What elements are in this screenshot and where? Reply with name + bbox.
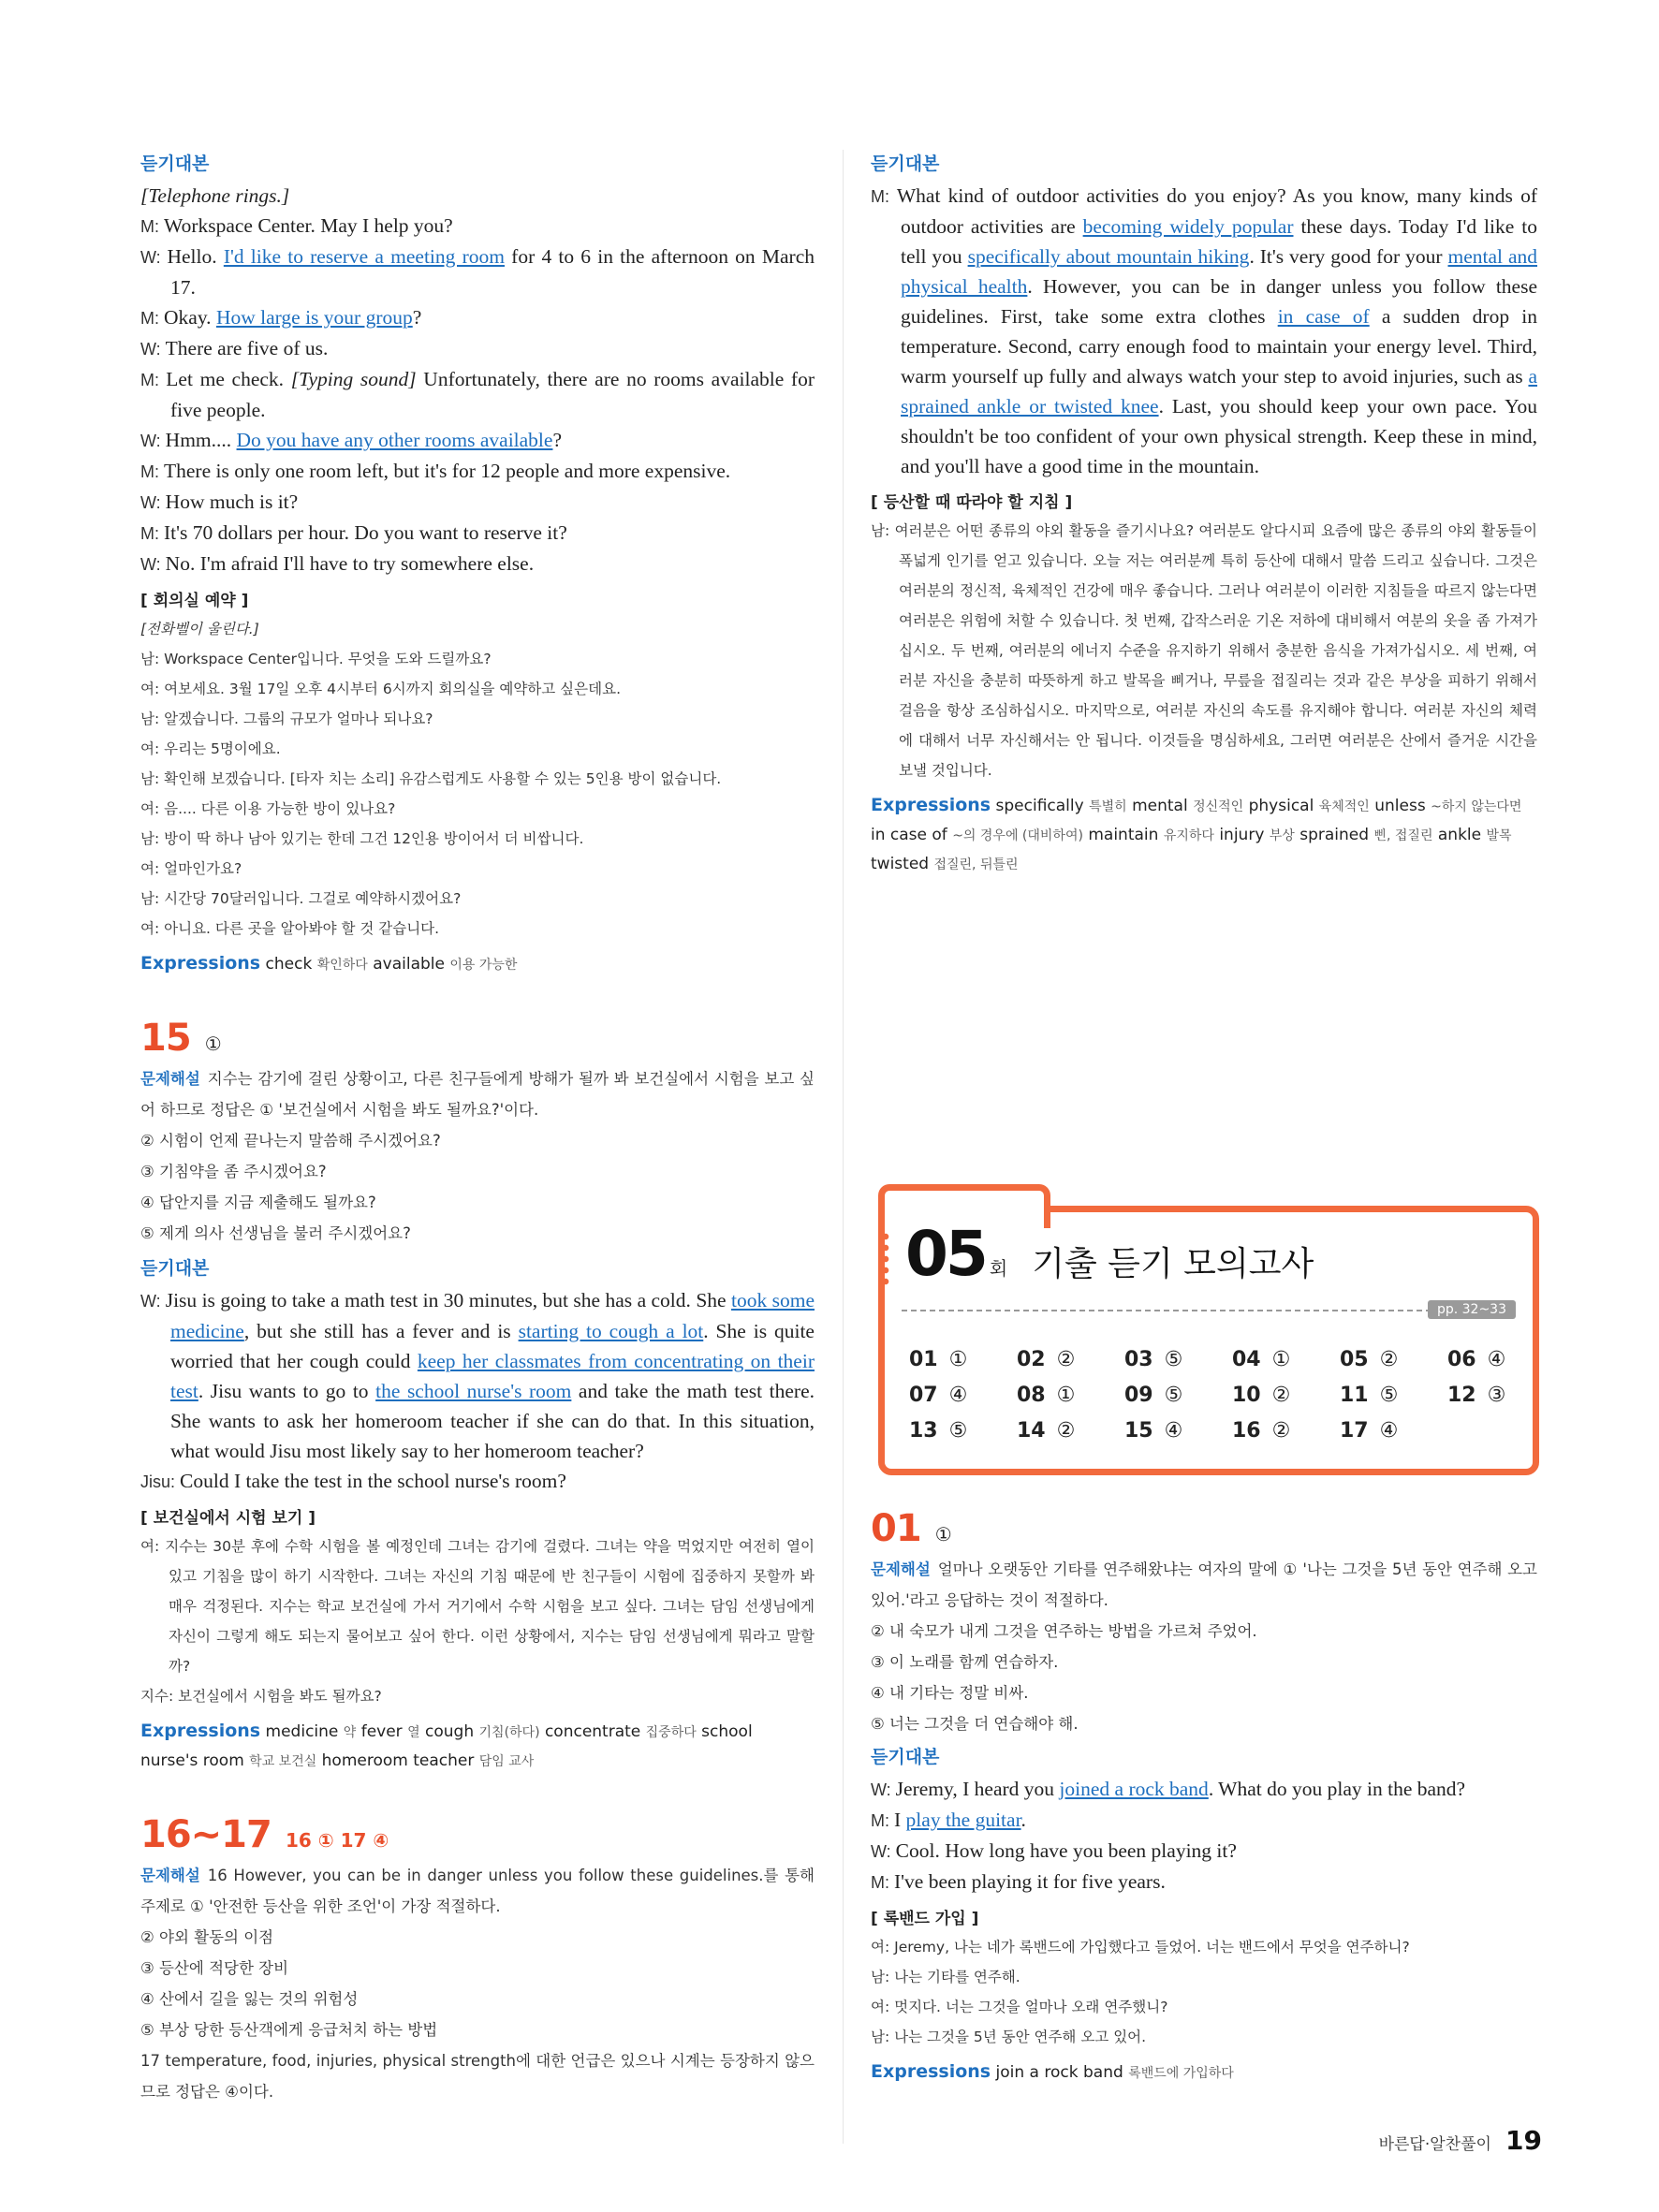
kr-text: 나는 그것을 5년 동안 연주해 오고 있어.: [894, 2029, 1147, 2045]
expression-meaning: 학교 보건실: [249, 1754, 317, 1769]
kr-text: 우리는 5명이에요.: [164, 740, 281, 757]
options-01: [871, 1616, 1537, 1739]
expression-meaning: 육체적인: [1318, 799, 1370, 814]
answer-number: 14: [1017, 1419, 1046, 1443]
dialog-line: [871, 1867, 1537, 1897]
answer-item: [1447, 1345, 1555, 1375]
line-text: Workspace Center. May I help you?: [164, 214, 453, 237]
dialog-line: [140, 425, 815, 456]
speaker: 여:: [140, 681, 165, 697]
kr-line: [140, 794, 815, 824]
answer-number: 03: [1124, 1348, 1153, 1371]
answer-number: 11: [1340, 1384, 1369, 1407]
script-tag: 듣기대본: [871, 154, 940, 174]
line-text: ?: [412, 306, 422, 329]
dialog-line: [140, 364, 815, 425]
answer-choice: ②: [1271, 1384, 1291, 1407]
expression-word: check: [265, 955, 317, 974]
answer-number: 15: [1124, 1419, 1153, 1443]
answer-number: 05: [1340, 1348, 1369, 1371]
dialog-line: [140, 487, 815, 518]
speaker: W:: [140, 432, 166, 450]
blank-answer: mental and physical health: [901, 245, 1537, 298]
kr-line: [140, 614, 815, 644]
kr-line: [871, 1932, 1537, 1962]
speaker: 남:: [871, 522, 895, 539]
kr-line: [140, 854, 815, 884]
line-text: It's 70 dollars per hour. Do you want to reserve it?: [164, 521, 567, 544]
kr-line: [140, 674, 815, 704]
answer-number: 04: [1232, 1348, 1261, 1371]
page-reference: pp. 32~33: [1428, 1300, 1516, 1319]
expressions-label: Expressions: [871, 2061, 991, 2082]
dialog-14: [140, 181, 815, 579]
expressions-label: Expressions: [140, 1721, 261, 1741]
answer-choice: ②: [1271, 1419, 1291, 1443]
question-number: 16~17: [140, 1813, 272, 1856]
answer-item: [1232, 1416, 1340, 1446]
speaker: 여:: [140, 800, 165, 817]
answer-option: ⑤ 제게 의사 선생님을 불러 주시겠어요?: [140, 1224, 411, 1242]
kr-text: 확인해 보겠습니다. [타자 치는 소리] 유감스럽게도 사용할 수 있는 5인용 방이 없습니다.: [164, 770, 722, 787]
answer-number: 02: [1017, 1348, 1046, 1371]
answer-number: 17: [1340, 1419, 1369, 1443]
line-text: and take the math test there. She wants to ask her homeroom teacher if she can do that. In this situation, what would Jisu most likely say to her homeroom teacher?: [170, 1380, 815, 1462]
answer-choice: ②: [1379, 1348, 1399, 1371]
kr-text: 아니요. 다른 곳을 알아봐야 할 것 같습니다.: [164, 920, 440, 937]
answer-choice: ⑤: [1164, 1384, 1183, 1407]
kr-line: [140, 824, 815, 854]
kr-line: [140, 764, 815, 794]
line-text: How much is it?: [165, 491, 299, 513]
answer-option: ② 시험이 언제 끝나는지 말씀해 주시겠어요?: [140, 1132, 441, 1150]
speaker: 남:: [140, 890, 165, 907]
answer-item: [909, 1381, 1017, 1411]
line-text: .: [1020, 1809, 1026, 1831]
line-text: Could I take the test in the school nurse's room?: [180, 1470, 566, 1492]
line-text: for 4 to 6 in the afternoon on March 17.: [170, 245, 815, 299]
page-number: 19: [1505, 2125, 1542, 2156]
answer-choice: ⑤: [1164, 1348, 1183, 1371]
answer-choice: ③: [1487, 1384, 1506, 1407]
expressions-label: Expressions: [140, 953, 261, 974]
line-text: . What do you play in the band?: [1208, 1778, 1466, 1800]
speaker: 지수:: [140, 1688, 179, 1705]
kr-text: Workspace Center입니다. 무엇을 도와 드릴까요?: [164, 651, 492, 667]
explanation-text: 지수는 감기에 걸린 상황이고, 다른 친구들에게 방해가 될까 봐 보건실에서 시험을 보고 싶어 하므로 정답은 ① '보건실에서 시험을 봐도 될까요?'이다.: [140, 1070, 815, 1119]
kr-text: 보건실에서 시험을 봐도 될까요?: [178, 1688, 382, 1705]
kr-line: [871, 1992, 1537, 2022]
line-text: There are five of us.: [165, 337, 329, 359]
kr-translation-14: [140, 614, 815, 944]
speaker: 여:: [871, 1939, 895, 1956]
speaker: M:: [871, 1811, 894, 1830]
speaker: M:: [871, 1873, 894, 1892]
expression-word: homeroom teacher: [321, 1751, 479, 1770]
dialog-line: [140, 1285, 815, 1466]
script-tag: 듣기대본: [871, 1747, 940, 1767]
speaker: M:: [140, 217, 164, 236]
blank-answer: starting to cough a lot: [518, 1320, 704, 1342]
blank-answer: How large is your group: [215, 306, 413, 329]
answer-grid: [909, 1345, 1555, 1446]
expression-meaning: 확인하다: [316, 958, 368, 973]
question-number: 01: [871, 1507, 921, 1550]
line-text: Let me check.: [166, 368, 291, 390]
dialog-line: [140, 302, 815, 333]
answer-number: 01: [909, 1348, 938, 1371]
answer-number: 09: [1124, 1384, 1153, 1407]
answer-number: 08: [1017, 1384, 1046, 1407]
left-column: [140, 150, 815, 2107]
options-16: [140, 1922, 815, 2045]
blank-answer: play the guitar: [905, 1809, 1021, 1831]
kr-line: [140, 884, 815, 914]
answer-option: ③ 기침약을 좀 주시겠어요?: [140, 1163, 327, 1180]
answer-choice: ④: [948, 1384, 968, 1407]
blank-answer: keep her classmates from concentrating on their test: [170, 1350, 815, 1402]
kr-line: [140, 914, 815, 944]
expressions-01: [871, 2058, 1537, 2087]
answer-number: 10: [1232, 1384, 1261, 1407]
kr-translation-01: [871, 1932, 1537, 2052]
dialog-line: [140, 181, 815, 211]
line-text: . Jisu wants to go to: [198, 1380, 376, 1402]
answer-summary-box: [878, 1206, 1539, 1475]
answer-option: ⑤ 부상 당한 등산객에게 응급처치 하는 방법: [140, 2021, 438, 2039]
answer-choice: ④: [1379, 1419, 1399, 1443]
line-text: I've been playing it for five years.: [894, 1870, 1166, 1893]
speaker: M:: [140, 371, 167, 389]
kr-line: [140, 1681, 815, 1711]
answer-option: ④ 내 기타는 정말 비싸.: [871, 1684, 1029, 1702]
expression-meaning: 이용 가능한: [449, 958, 518, 973]
kr-text: 지수는 30분 후에 수학 시험을 볼 예정인데 그녀는 감기에 걸렸다. 그녀는 약을 먹었지만 여전히 열이 있고 기침을 많이 하기 시작한다. 그녀는 자신의 기침 때문에 반 친구들이 시험에 집중하지 못할까 봐 매우 걱정된다. 지수는 학교 보건실에 가서 거기에서 수학 시험을 보고 싶다. 그녀는 담임 선생님에게 자신이 그렇게 해도 되는지 물어보고 싶어 한다. 이런 상황에서, 지수는 담임 선생님에게 뭐라고 말할까?: [165, 1538, 815, 1675]
speaker: W:: [140, 340, 166, 359]
kr-text: 멋지다. 너는 그것을 얼마나 오래 연주했니?: [894, 1999, 1168, 2015]
expression-word: mental: [1132, 797, 1194, 815]
answer-item: [1447, 1381, 1555, 1411]
speaker: W:: [140, 493, 166, 512]
test-number: 05: [905, 1218, 986, 1290]
answer-item: [1124, 1345, 1232, 1375]
speaker: M:: [140, 524, 164, 543]
line-text: Cool. How long have you been playing it?: [895, 1839, 1237, 1862]
line-text: I: [894, 1809, 906, 1831]
explanation-text: 16 However, you can be in danger unless you follow these guidelines.를 통해 주제로 ① '안전한 등산을 위한 조언'이 가장 적절하다.: [140, 1867, 815, 1915]
dialog-01: [871, 1774, 1537, 1897]
kr-line: [140, 1531, 815, 1681]
blank-answer: becoming widely popular: [1082, 215, 1294, 238]
answer-number: 07: [909, 1384, 938, 1407]
explanation-01: [871, 1554, 1537, 1616]
dialog-line: [140, 242, 815, 302]
expression-word: injury: [1219, 826, 1270, 844]
test-title: 기출 듣기 모의고사: [1032, 1245, 1314, 1283]
answer-option: ③ 등산에 적당한 장비: [140, 1959, 289, 1977]
speaker: 남:: [140, 710, 165, 727]
blank-answer: took some medicine: [170, 1289, 815, 1342]
line-text: Jeremy, I heard you: [895, 1778, 1060, 1800]
expression-word: specifically: [995, 797, 1090, 815]
expression-word: physical: [1248, 797, 1319, 815]
expression-meaning: 접질린, 뒤틀린: [933, 857, 1019, 872]
kr-title: [ 록밴드 가입 ]: [871, 1910, 979, 1928]
line-text: [Telephone rings.]: [140, 184, 290, 207]
kr-text: Jeremy, 나는 네가 록밴드에 가입했다고 들었어. 너는 밴드에서 무엇을 연주하니?: [894, 1939, 1410, 1956]
answer-choice: ⑤: [1379, 1384, 1399, 1407]
line-text: Okay.: [164, 306, 216, 329]
blank-answer: specifically about mountain hiking: [967, 245, 1250, 268]
kr-line: [871, 1962, 1537, 1992]
answer-choice: ①: [1056, 1384, 1076, 1407]
kr-text: 음.... 다른 이용 가능한 방이 있나요?: [164, 800, 396, 817]
speaker: 여:: [871, 1999, 895, 2015]
explanation-17: 17 temperature, food, injuries, physical strength에 대한 언급은 있으나 시계는 등장하지 않으므로 정답은 ④이다.: [140, 2052, 815, 2101]
expression-meaning: 약: [343, 1725, 357, 1740]
answer-option: ② 내 숙모가 내게 그것을 연주하는 방법을 가르쳐 주었어.: [871, 1622, 1257, 1640]
kr-text: 알겠습니다. 그룹의 규모가 얼마나 되나요?: [164, 710, 433, 727]
kr-line: [140, 704, 815, 734]
blank-answer: joined a rock band: [1059, 1778, 1209, 1800]
expression-word: join a rock band: [995, 2063, 1129, 2082]
speaker: W:: [140, 248, 168, 267]
line-text: Hello.: [167, 245, 224, 268]
expression-meaning: 열: [407, 1725, 420, 1740]
expression-word: available: [373, 955, 450, 974]
dialog-line: [140, 333, 815, 364]
kr-line: [140, 734, 815, 764]
expression-meaning: ~의 경우에 (대비하여): [952, 828, 1083, 843]
question-01-block: [871, 1507, 1537, 2087]
expressions-label: Expressions: [871, 795, 991, 815]
speaker: 남:: [140, 830, 165, 847]
expression-meaning: 발목: [1486, 828, 1512, 843]
kr-line: [140, 644, 815, 674]
answer-item: [1017, 1416, 1124, 1446]
answer-number: 12: [1447, 1384, 1476, 1407]
answer-number: 13: [909, 1419, 938, 1443]
line-text: , but she still has a fever and is: [243, 1320, 519, 1342]
line-text: a sudden drop in temperature. Second, carry enough food to maintain your energy level. Third, warm yourself up fully and always watch your step to avoid injuries, such as: [901, 305, 1537, 388]
answer-option: ④ 답안지를 지금 제출해도 될까요?: [140, 1194, 376, 1211]
question-number: 15: [140, 1017, 191, 1060]
expression-word: unless: [1374, 797, 1431, 815]
summary-dashed-line: [902, 1310, 1516, 1311]
question-15-header: [140, 1017, 815, 1060]
line-text: There is only one room left, but it's for 12 people and more expensive.: [164, 460, 731, 482]
speaker: 남:: [140, 651, 165, 667]
expression-meaning: 집중하다: [645, 1725, 697, 1740]
options-15: [140, 1125, 815, 1249]
answer-choice: ④: [1164, 1419, 1183, 1443]
dialog-line: [140, 211, 815, 242]
kr-text: 나는 기타를 연주해.: [894, 1969, 1020, 1985]
kr-text: 여러분은 어떤 종류의 야외 활동을 즐기시나요? 여러분도 알다시피 요즘에 많은 종류의 야외 활동들이 폭넓게 인기를 얻고 있습니다. 오늘 저는 여러분께 특히 등산에 대해서 말씀 드리고 싶습니다. 그것은 여러분의 정신적, 육체적인 건강에 매우 좋습니다. 그러나 여러분이 이러한 지침들을 따르지 않는다면 여러분은 위험에 처할 수 있습니다. 첫 번째, 갑작스러운 기온 저하에 대비해서 여분의 옷을 좀 가져가십시오. 두 번째, 여러분의 에너지 수준을 유지하기 위해서 충분한 음식을 가져가십시오. 세 번째, 여러분 자신을 충분히 따뜻하게 하고 발목을 삐거나, 무릎을 접질리는 것과 같은 부상을 피하기 위해서 걸음을 항상 조심하십시오. 마지막으로, 여러분 자신의 속도를 유지해야 합니다. 여러분 자신의 체력에 대해서 너무 자신해서는 안 됩니다. 이것들을 명심하세요, 그러면 여러분은 산에서 즐거운 시간을 보낼 것입니다.: [894, 522, 1538, 779]
dialog-15: [140, 1285, 815, 1497]
expression-meaning: 유지하다: [1163, 828, 1214, 843]
answer-item: [1017, 1381, 1124, 1411]
expression-meaning: 정신적인: [1193, 799, 1244, 814]
speaker: 여:: [140, 740, 165, 757]
explanation-16: [140, 1860, 815, 1922]
line-text: Hmm....: [165, 429, 237, 451]
speaker: 남:: [140, 770, 165, 787]
speaker: W:: [140, 555, 166, 574]
answer-item: [1340, 1345, 1447, 1375]
book-title: 바른답·알찬풀이: [1378, 2135, 1491, 2154]
dialog-line: [871, 1836, 1537, 1867]
speaker: M:: [140, 309, 164, 328]
dialog-line: [140, 518, 815, 549]
line-text: No. I'm afraid I'll have to try somewhere else.: [165, 552, 535, 575]
blank-answer: I'd like to reserve a meeting room: [223, 245, 505, 268]
answer-item: [1017, 1345, 1124, 1375]
speaker: M:: [871, 187, 897, 206]
expression-word: cough: [425, 1722, 479, 1741]
speaker: 남:: [871, 2029, 895, 2045]
expression-meaning: 부상: [1269, 828, 1295, 843]
answer-item: [909, 1345, 1017, 1375]
kr-text: 시간당 70달러입니다. 그걸로 예약하시겠어요?: [164, 890, 462, 907]
explanation-label: 문제해설: [140, 1070, 200, 1088]
line-text: . It's very good for your: [1249, 245, 1448, 268]
expressions-14: [140, 949, 815, 979]
answer-option: ③ 이 노래를 함께 연습하자.: [871, 1653, 1059, 1671]
kr-translation-16-17: [871, 516, 1537, 785]
speaker: 남:: [871, 1969, 895, 1985]
line-text: ?: [552, 429, 562, 451]
expression-meaning: 록밴드에 가입하다: [1128, 2066, 1234, 2081]
line-text: Unfortunately, there are no rooms available for five people.: [170, 368, 815, 421]
blank-answer: Do you have any other rooms available: [236, 429, 553, 451]
speaker: W:: [871, 1780, 896, 1799]
dialog-line: [871, 1774, 1537, 1805]
answer-item: [1340, 1381, 1447, 1411]
expression-word: in case of: [871, 826, 953, 844]
answer-choice: ①: [948, 1348, 968, 1371]
speaker: 여:: [140, 1538, 166, 1555]
expression-word: sprained: [1299, 826, 1374, 844]
question-answer: ①: [204, 1033, 222, 1055]
expression-meaning: 특별히: [1089, 799, 1127, 814]
box-dots: [879, 1231, 892, 1287]
blank-answer: a sprained ankle or twisted knee: [901, 365, 1537, 417]
dialog-line: [140, 1466, 815, 1497]
kr-title: [ 보건실에서 시험 보기 ]: [140, 1509, 316, 1528]
kr-title: [ 등산할 때 따라야 할 지침 ]: [871, 493, 1073, 512]
answer-item: [1124, 1416, 1232, 1446]
expression-word: school nurse's room: [140, 1722, 753, 1770]
explanation-label: 문제해설: [871, 1560, 931, 1578]
blank-answer: in case of: [1277, 305, 1370, 328]
question-01-header: [871, 1507, 1537, 1550]
expression-word: twisted: [871, 855, 934, 873]
script-tag: 듣기대본: [140, 154, 210, 174]
expression-word: medicine: [265, 1722, 344, 1741]
kr-text: 여보세요. 3월 17일 오후 4시부터 6시까지 회의실을 예약하고 싶은데요.: [164, 681, 622, 697]
question-16-17-header: [140, 1813, 815, 1856]
explanation-label: 문제해설: [140, 1867, 200, 1884]
kr-text: 얼마인가요?: [164, 860, 242, 877]
kr-text: 방이 딱 하나 남아 있기는 한데 그건 12인용 방이어서 더 비쌉니다.: [164, 830, 584, 847]
speaker: 여:: [140, 920, 165, 937]
script-tag: 듣기대본: [140, 1258, 210, 1279]
expression-word: ankle: [1437, 826, 1487, 844]
answer-item: [909, 1416, 1017, 1446]
speaker: Jisu:: [140, 1472, 181, 1491]
expression-meaning: 삔, 접질린: [1373, 828, 1433, 843]
line-text: What kind of outdoor activities do you enjoy? As you know, many kinds of outdoor activities are: [896, 184, 1538, 238]
line-text: . Last, you should keep your own pace. You shouldn't be too confident of your own physical strength. Keep these in mind, and you'll have a good time in the mountain.: [901, 395, 1537, 477]
right-column: [871, 150, 1537, 879]
kr-title: [ 회의실 예약 ]: [140, 592, 249, 610]
dialog-line: [140, 549, 815, 579]
kr-translation-15: [140, 1531, 815, 1711]
expression-meaning: ~하지 않는다면: [1431, 799, 1522, 814]
dialog-16-17: [871, 181, 1537, 481]
speaker: M:: [140, 462, 164, 481]
question-answer: ①: [934, 1523, 952, 1545]
answer-choice: ①: [1271, 1348, 1291, 1371]
expression-word: maintain: [1088, 826, 1164, 844]
line-text: [Typing sound]: [290, 368, 417, 390]
summary-title: [905, 1218, 1314, 1290]
kr-line: [871, 516, 1537, 785]
speaker: 여:: [140, 860, 165, 877]
column-divider: [843, 150, 844, 2144]
answer-option: ② 야외 활동의 이점: [140, 1928, 274, 1946]
dialog-line: [871, 181, 1537, 481]
question-answer: 16 ① 17 ④: [285, 1829, 389, 1852]
expressions-15: [140, 1717, 815, 1776]
explanation-15: [140, 1063, 815, 1125]
answer-option: ⑤ 너는 그것을 더 연습해야 해.: [871, 1715, 1079, 1733]
answer-choice: ⑤: [948, 1419, 968, 1443]
speaker: W:: [140, 1292, 166, 1311]
answer-option: ④ 산에서 길을 잃는 것의 위험성: [140, 1990, 359, 2008]
line-text: . She is quite worried that her cough could: [170, 1320, 815, 1372]
answer-item: [1124, 1381, 1232, 1411]
answer-choice: ②: [1056, 1419, 1076, 1443]
answer-item: [1232, 1381, 1340, 1411]
dialog-line: [871, 1805, 1537, 1836]
page-footer: [1379, 2125, 1542, 2156]
test-number-suffix: 회: [989, 1257, 1008, 1280]
answer-number: 16: [1232, 1419, 1261, 1443]
answer-number: 06: [1447, 1348, 1476, 1371]
expression-word: fever: [360, 1722, 408, 1741]
dialog-line: [140, 456, 815, 487]
line-text: . However, you can be in danger unless you follow these guidelines. First, take some extra clothes: [901, 275, 1538, 328]
answer-item: [1232, 1345, 1340, 1375]
answer-choice: ④: [1487, 1348, 1506, 1371]
line-text: these days. Today I'd like to tell you: [901, 215, 1537, 268]
speaker: W:: [871, 1842, 896, 1861]
expressions-16-17: [871, 791, 1537, 879]
blank-answer: the school nurse's room: [375, 1380, 572, 1402]
kr-line: [871, 2022, 1537, 2052]
line-text: Jisu is going to take a math test in 30 minutes, but she has a cold. She: [165, 1289, 731, 1311]
expression-meaning: 담임 교사: [478, 1754, 535, 1769]
expression-meaning: 기침(하다): [478, 1725, 540, 1740]
explanation-text: 얼마나 오랫동안 기타를 연주해왔냐는 여자의 말에 ① '나는 그것을 5년 동안 연주해 오고 있어.'라고 응답하는 것이 적절하다.: [871, 1560, 1537, 1609]
answer-item: [1340, 1416, 1447, 1446]
answer-choice: ②: [1056, 1348, 1076, 1371]
kr-text: [전화벨이 울린다.]: [140, 621, 259, 637]
expression-word: concentrate: [544, 1722, 646, 1741]
